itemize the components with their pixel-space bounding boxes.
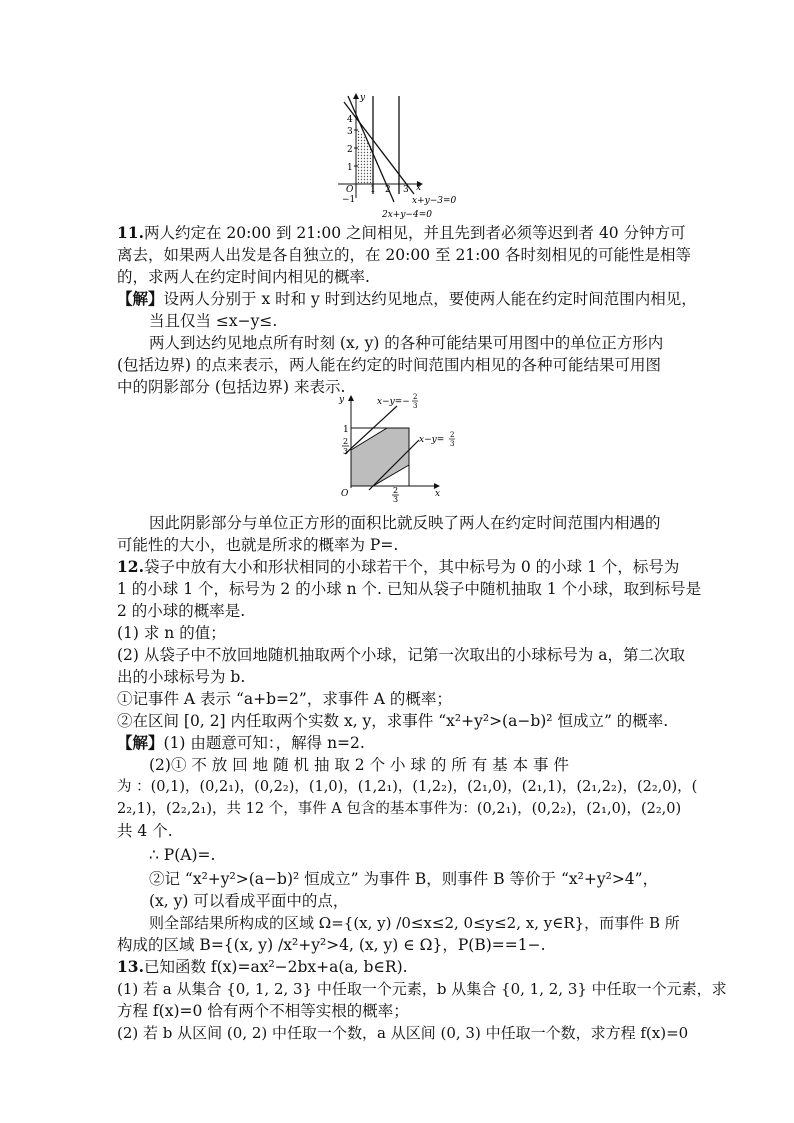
q11-conclusion-line-2: 可能性的大小，也就是所求的概率为 P=. [117, 536, 399, 554]
label-line2: 2x+y−4=0 [382, 210, 432, 220]
tick-x-3: 3 [403, 185, 409, 195]
q13-line-2: (1) 若 a 从集合 {0, 1, 2, 3} 中任取一个元素，b 从集合 {0, 1, 2, 3} 中任取一个元素，求 [117, 980, 727, 998]
tick-x-1: 1 [370, 185, 376, 195]
question-13 [117, 956, 727, 1056]
q12-line-2: 1 的小球 1 个，标号为 2 的小球 n 个. 已知从袋子中随机抽取 1 个小球，取到标号是 [117, 580, 702, 598]
x-axis-label-2: x [435, 489, 441, 499]
q12-line-4: (1) 求 n 的值； [117, 624, 226, 642]
q12-line-5: (2) 从袋子中不放回地随机抽取两个小球，记第一次取出的小球标号为 a，第二次取 [117, 646, 686, 664]
label-line1: x+y−3=0 [412, 196, 457, 206]
q12-solution-line-1: 【解】(1) 由题意可知：，解得 n=2. [117, 733, 365, 752]
q12-solution-line-7: ②记 “x²+y²>(a−b)² 恒成立” 为事件 B，则事件 B 等价于 “x²+y²>4”， [149, 870, 659, 888]
tick-x-two-thirds-den: 3 [393, 495, 399, 502]
q13-line-3: 方程 f(x)=0 恰有两个不相等实根的概率； [117, 1002, 409, 1020]
q11-line-3: 的，求两人在约定时间内相见的概率. [117, 268, 370, 286]
q12-line-6: 出的小球标号为 b. [117, 668, 246, 686]
q12-line-8: ②在区间 [0, 2] 内任取两个实数 x, y，求事件 “x²+y²>(a−b)² 恒成立” 的概率. [117, 712, 669, 730]
figure-unit-square [335, 392, 460, 502]
q11-solution-line-1: 【解】设两人分别于 x 时和 y 时到达约见地点，要使两人能在约定时间范围内相见， [117, 289, 697, 308]
q12-solution-line-10: 构成的区域 B={(x, y) /x²+y²>4, (x, y) ∈ Ω}，P(B)==1−. [117, 936, 546, 954]
tick-y-2: 2 [347, 145, 353, 155]
tick-y-neg1: −1 [342, 195, 356, 205]
q12-solution-line-2: (2)① 不 放 回 地 随 机 抽 取 2 个 小 球 的 所 有 基 本 事 件 [149, 756, 569, 774]
figure-linear-region [330, 88, 470, 220]
q11-line-2: 离去，如果两人出发是各自独立的，在 20:00 至 21:00 各时刻相见的可能性是相等 [117, 246, 692, 264]
q12-solution-line-5: 共 4 个. [117, 822, 173, 840]
q12-solution-line-9: 则全部结果所构成的区域 Ω={(x, y) /0≤x≤2, 0≤y≤2, x, y∈R}，而事件 B 所 [149, 914, 680, 932]
q11-line-1: 11.两人约定在 20:00 到 21:00 之间相见，并且先到者必须等迟到者 40 分钟方可 [117, 223, 686, 242]
q12-line-3: 2 的小球的概率是. [117, 602, 246, 620]
label-lower-line: x−y= [419, 435, 445, 445]
q12-solution-line-8: (x, y) 可以看成平面中的点， [149, 892, 349, 910]
question-12 [117, 556, 702, 954]
q11-solution-line-3: 两人到达约见地点所有时刻 (x, y) 的各种可能结果可用图中的单位正方形内 [149, 334, 664, 352]
label-upper-frac-den: 3 [413, 402, 418, 410]
origin-label: O [346, 185, 354, 195]
q12-solution-line-3: 为 ：(0,1)，(0,2₁)，(0,2₂)，(1,0)，(1,2₁)，(1,2₂)，(2₁,0)，(2₁,1)，(2₁,2₂)，(2₂,0)，( [117, 779, 698, 795]
q13-line-1: 13.已知函数 f(x)=ax²−2bx+a(a, b∈R). [117, 957, 408, 976]
y-axis-label: y [360, 93, 366, 103]
label-lower-frac-den: 3 [450, 440, 455, 448]
q11-solution-line-5: 中的阴影部分 (包括边界) 来表示. [117, 378, 346, 396]
tick-y-1: 1 [347, 163, 353, 173]
q12-solution-line-6: ∴ P(A)=. [149, 846, 216, 864]
tick-y-two-thirds-den: 3 [343, 447, 349, 456]
q12-line-1: 12.袋子中放有大小和形状相同的小球若干个，其中标号为 0 的小球 1 个，标号为 [117, 557, 680, 576]
tick-y-1-2: 1 [343, 425, 349, 435]
q13-line-4: (2) 若 b 从区间 (0, 2) 中任取一个数，a 从区间 (0, 3) 中任取一个数，求方程 f(x)=0 [117, 1024, 689, 1042]
q12-solution-line-4: 2₂,1)，(2₂,2₁)，共 12 个，事件 A 包含的基本事件为：(0,2₁)，(0,2₂)，(2₁,0)，(2₂,0) [117, 801, 682, 817]
q12-line-7: ①记事件 A 表示 “a+b=2”，求事件 A 的概率； [117, 690, 452, 708]
tick-y-two-thirds-num: 2 [343, 437, 349, 446]
y-axis-label-2: y [339, 395, 345, 405]
tick-y-4: 4 [347, 115, 353, 125]
tick-x-two-thirds-num: 2 [393, 486, 399, 495]
shaded-band [351, 428, 409, 486]
q11-conclusion [117, 512, 682, 562]
label-upper-frac-num: 2 [413, 393, 418, 401]
q11-conclusion-line-1: 因此阴影部分与单位正方形的面积比就反映了两人在约定时间范围内相遇的 [149, 514, 661, 532]
q11-solution-line-4: (包括边界) 的点来表示，两人能在约定的时间范围内相见的各种可能结果可用图 [117, 356, 662, 374]
label-upper-line: x−y=− [377, 397, 410, 407]
label-lower-frac-num: 2 [450, 431, 455, 439]
q11-solution-line-2: 当且仅当 ≤x−y≤. [149, 312, 278, 330]
x-axis-label: x [416, 183, 422, 193]
origin-label-2: O [341, 489, 349, 499]
tick-x-2: 2 [385, 185, 391, 195]
tick-y-3: 3 [347, 127, 353, 137]
